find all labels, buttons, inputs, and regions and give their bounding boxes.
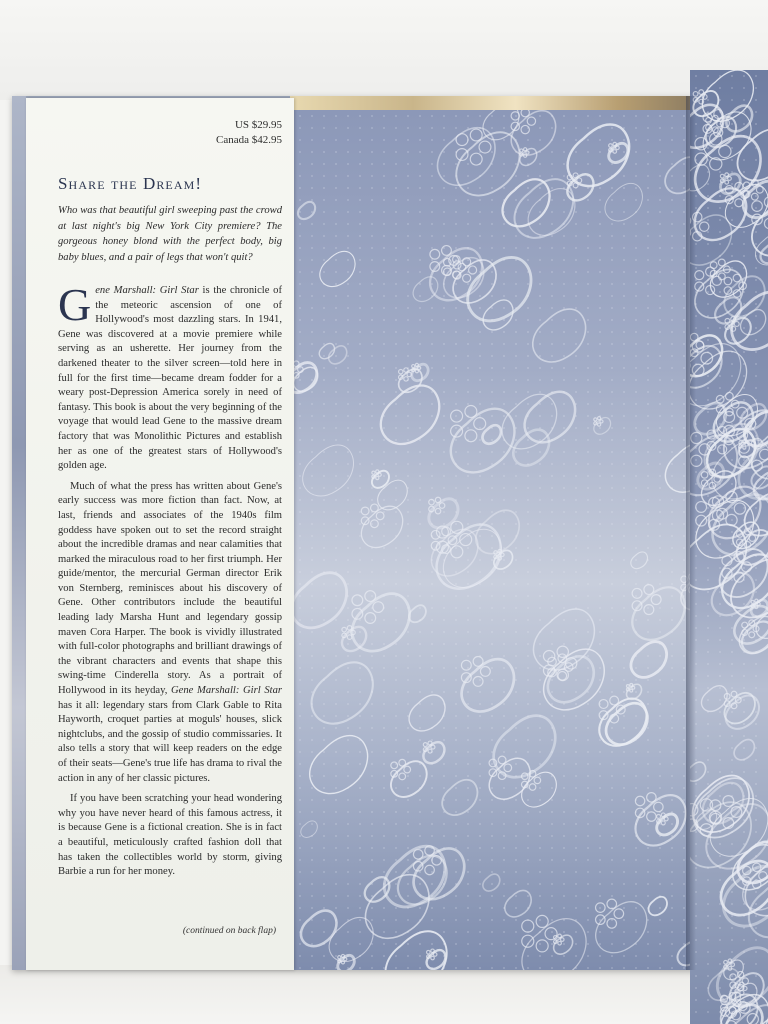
paragraph-text: has it all: legendary stars from Clark Gable to Rita Hayworth, croquet parties at moguls' houses, slick nightclubs, and the gossip of studio commissaries. It also tells a story that will keep readers on the edge of their seats—Gene's true life has drama to rival the action in any of her classic pictures.: [58, 699, 282, 784]
flap-heading: Share the Dream!: [58, 174, 203, 193]
price-canada: Canada $42.95: [216, 134, 282, 146]
backdrop-bottom: [0, 965, 768, 1024]
lace-pattern: [294, 110, 698, 970]
lace-endpaper: [294, 110, 698, 970]
body-paragraph-2: [58, 480, 282, 786]
body-paragraph-3: If you have been scratching your head wondering why you have never heard of this famous actress, it is because Gene is a fictional creation. She is in fact a beautiful, meticulously crafted fashion doll that has taken the collectibles world by storm, giving Barbie a run for her money.: [58, 793, 282, 878]
flap-body: [58, 279, 282, 886]
book-title: ene Marshall: Girl Star: [95, 285, 199, 296]
paragraph-text: Much of what the press has written about Gene's early success was more fiction than fact. Now, at last, friends and associates of the 1940s film goddess have spoken out to set the record straight about the incredible dramas and near calamities that marked the miraculous road to her first triumph. Her guide/mentor, the mercurial German director Erik von Sternberg, reminisces about his discovery of Gene. Other contributors include the beautiful leading lady Marsha Hunt and legendary gossip maven Cora Harper. The book is vividly illustrated with full-color photographs and brilliant drawings of the vibrant characters and events that shape this swing-time Cinderella story. As a portrait of Hollywood in its heyday,: [58, 480, 282, 697]
lace-endpaper-right: [690, 70, 768, 1024]
paragraph-text: is the chronicle of the meteoric ascension of one of Hollywood's most dazzling stars. In 1941, Gene was discovered at a movie premiere while serving as an usherette. Her journey from the darkened theater to the silver screen—told here in full for the first time—became dream fodder for a weary post-Depression America sorely in need of fantasy. This book is about the very beginning of the voyage that would lead Gene to the massive dream factory that was Monolithic Pictures and establish her as one of the greatest stars of Hollywood's golden age.: [58, 285, 282, 472]
front-flap: [26, 98, 294, 970]
backdrop-top: [0, 0, 768, 100]
book-title: Gene Marshall: Girl Star: [171, 685, 282, 697]
lace-pattern-right: [690, 70, 768, 1024]
book-spine: [12, 96, 26, 970]
continued-note: (continued on back flap): [182, 926, 276, 936]
price-us: US $29.95: [234, 119, 282, 131]
body-paragraph-1: [58, 279, 282, 474]
intro-paragraph: Who was that beautiful girl sweeping past the crowd at last night's big New York City premiere? The gorgeous honey blond with the perfect body, big baby blues, and a pair of legs that won't quit?: [58, 205, 282, 263]
drop-cap: G: [58, 279, 92, 330]
fold-shadow: [686, 96, 696, 970]
